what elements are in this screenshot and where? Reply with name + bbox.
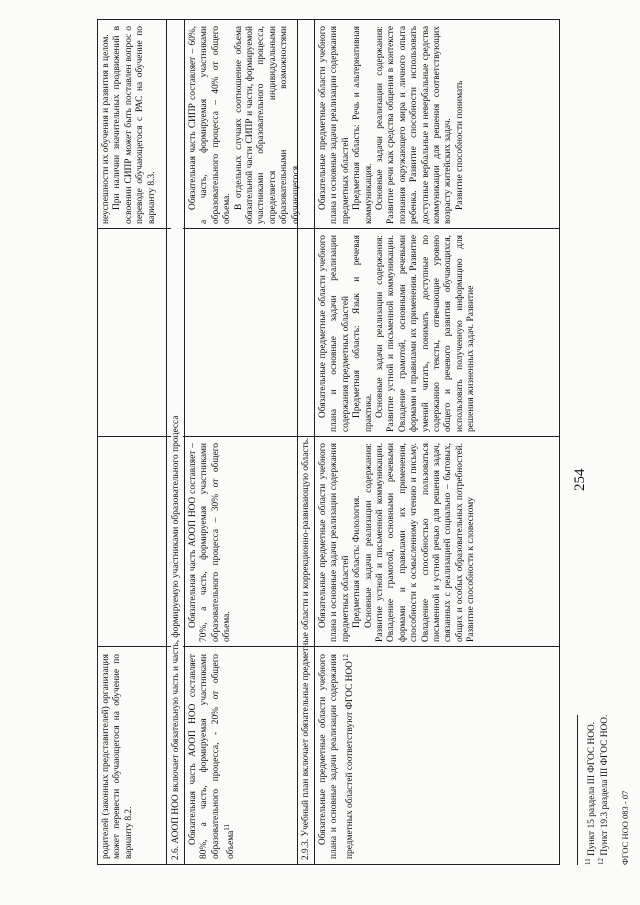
column-divider bbox=[98, 646, 559, 647]
column-divider bbox=[98, 436, 559, 437]
row-divider bbox=[314, 20, 315, 864]
document-code: ФГОС НОО 083 - 07 bbox=[620, 790, 630, 865]
footnote-12: $^{12}$ Пункт 19.3 раздела III ФГОС НОО. bbox=[597, 714, 611, 865]
footnote-11: $^{11}$ Пункт 15 раздела III ФГОС НОО. bbox=[584, 721, 598, 865]
row-divider bbox=[184, 20, 185, 864]
section-2-6-heading: 2.6. АООП НОО включает обязательную часть и часть, формируемую участниками образовательного процесса bbox=[171, 22, 183, 860]
top-row-col4: неуспешности их обучения и развития в целом. При наличии значительных продвижений в освоении СИПР может быть поставлен вопрос о переводе обучающегося с РАС на обучение по варианту 8.3. bbox=[101, 26, 157, 224]
top-row-col1: родителей (законных представителей) организация может перевести обучающегося на обучение по варианту 8.2. bbox=[101, 654, 134, 859]
page-number: 254 bbox=[572, 468, 588, 491]
section-2-9-3-col2: Обязательные предметные области учебного плана и основные задачи реализации содержания предметных областей Предметная область: Филология. Основные задачи реализации содержания: Развитие устной и письменной коммуникации. Овладение грамотой, основными речевыми формами и правилами их применения, способности к осмысленному чтению и письму. Овладение способностью пользоваться письменной и устной речью для решения задач, связанных с реализацией социально – бытовых, общих и особых образовательных потребностей. Развитие способности к словесному bbox=[318, 443, 477, 642]
section-2-9-3-col4: Обязательные предметные области учебного плана и основные задачи реализации содержания предметных областей Предметная область: Речь и альтернативная коммуникация. Основные задачи реализации содержания: Развитие речи как средства общения в контексте познания окружающего мира и личного опыта ребенка. Развитие способности использовать доступные вербальные и невербальные средства коммуникации для решения соответствующих возрасту житейских задач. Развитие способности понимать bbox=[318, 26, 465, 224]
section-2-6-col2: Обязательная часть АООП НОО составляет – 70%, а часть, формируемая участниками образовательного процесса – 30% от общего объема. bbox=[188, 443, 233, 642]
column-divider bbox=[98, 228, 559, 229]
comparison-table bbox=[97, 19, 560, 865]
footnote-separator bbox=[577, 715, 578, 865]
row-divider bbox=[166, 20, 167, 864]
section-2-9-3-heading: 2.9.3. Учебный план включает обязательные предметные области и коррекционно-развивающую область. bbox=[301, 437, 311, 860]
section-2-6-col4: Обязательная часть СИПР составляет – 60%, а часть, формируемая участниками образовательного процесса – 40% от общего объема. В отдельных случаях соотношение объема обязательной части СИПР и части, формируемой участниками образовательного процесса, определяется индивидуальными образовательными возможностями обучающегося. bbox=[188, 26, 301, 224]
section-2-9-3-col1: Обязательные предметные области учебного плана и основные задачи реализации содержания предметных областей соответствуют ФГОС НОО$^{12}$ bbox=[318, 654, 355, 859]
section-2-9-3-col3: Обязательные предметные области учебного плана и основные задачи реализации содержания предметных областей Предметная область: Язык и речевая практика. Основные задачи реализации содержания: Развитие устной и письменной коммуникации. Овладение грамотой, основными речевыми формами и правилами их применения. Развитие умений читать, понимать доступные по содержанию тексты, отвечающие уровню общего и речевого развития обучающихся, использовать полученную информацию для решения жизненных задач. Развитие bbox=[318, 235, 477, 432]
section-2-6-col1: Обязательная часть АООП НОО составляет 80%, а часть, формируемая участниками образовательного процесса, - 20% от общего объема$^{11}$ bbox=[188, 654, 237, 859]
